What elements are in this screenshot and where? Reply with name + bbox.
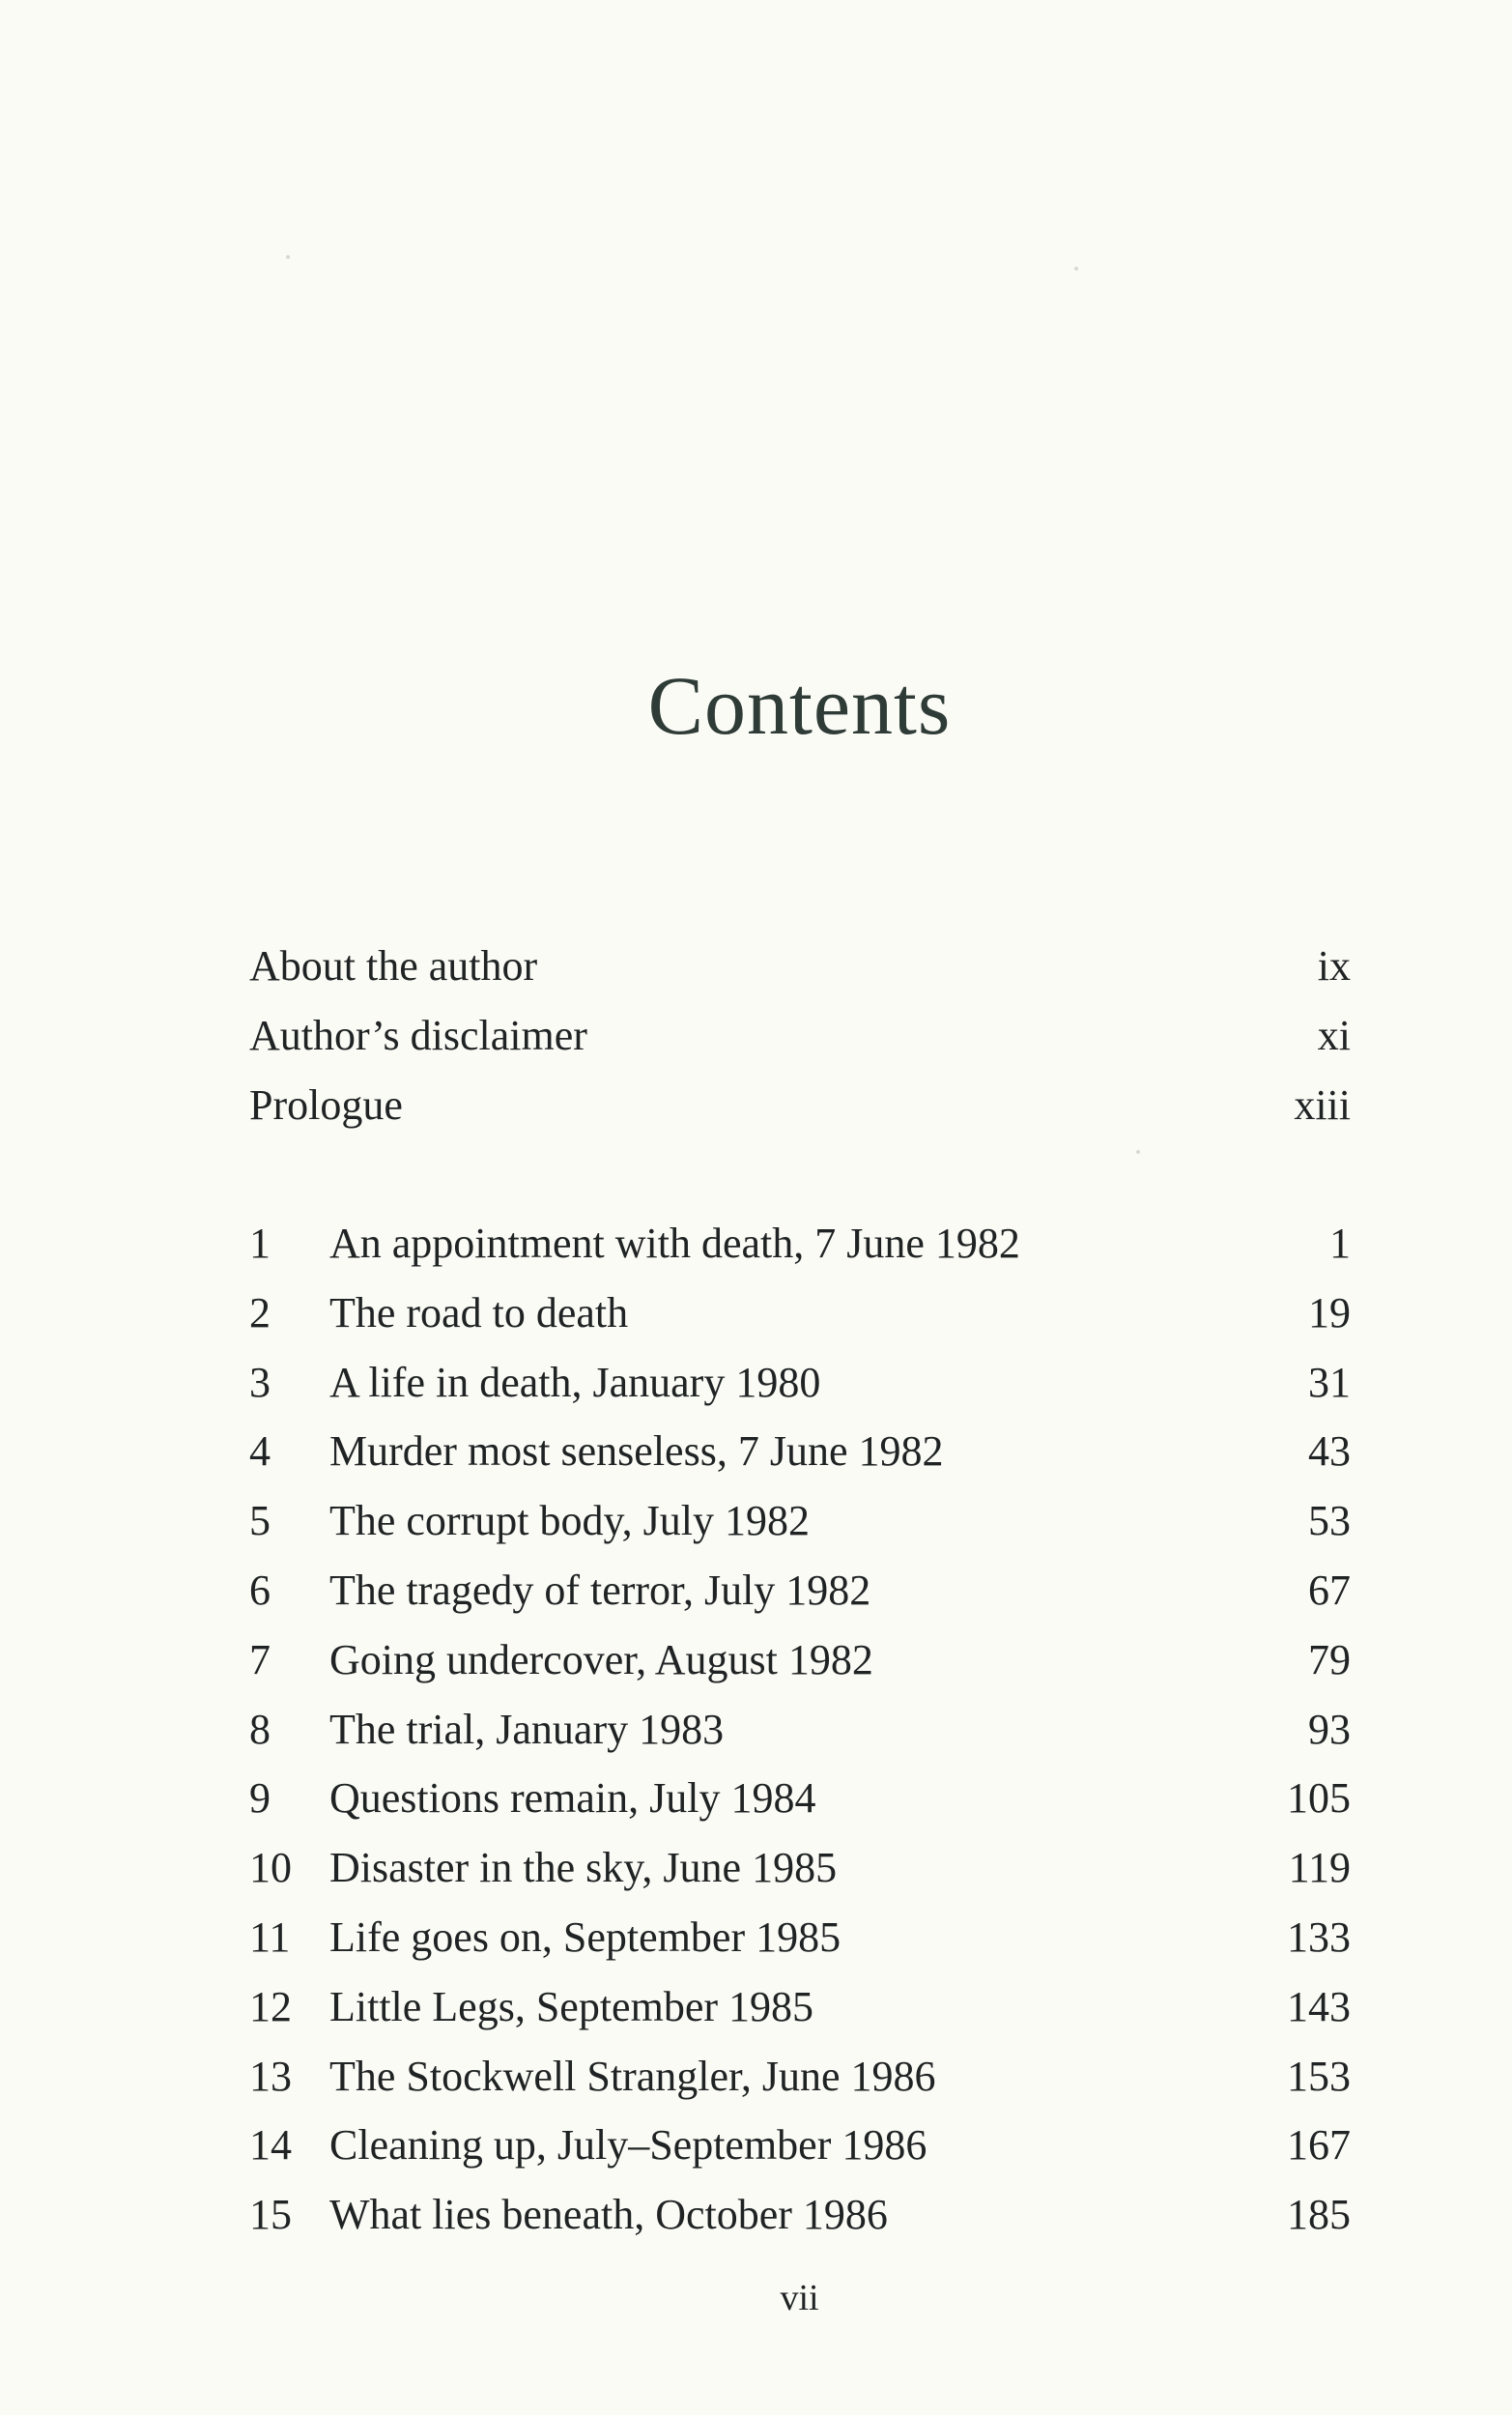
chapter-title: The Stockwell Strangler, June 1986 [329,2052,936,2100]
toc-page-number: 185 [1287,2191,1351,2239]
chapter-number: 13 [249,2052,292,2100]
toc-page-number: 31 [1308,1358,1351,1406]
chapter-entry[interactable] [249,1769,1351,1839]
chapter-entry[interactable] [249,1562,1351,1631]
chapter-number: 6 [249,1566,271,1614]
chapter-number: 12 [249,1982,292,2030]
paper-speck [1136,1150,1140,1154]
toc-page-number: ix [1317,942,1351,990]
chapter-entry[interactable] [249,2186,1351,2256]
chapter-entry[interactable] [249,1839,1351,1909]
paper-speck [286,255,290,259]
chapter-title: What lies beneath, October 1986 [329,2191,888,2239]
toc-page-number: 67 [1308,1566,1351,1614]
chapter-title: The trial, January 1983 [329,1705,725,1753]
toc-entry-label: Prologue [249,1080,403,1129]
chapter-title: Questions remain, July 1984 [329,1774,816,1823]
chapter-entry[interactable] [249,2048,1351,2117]
chapter-number: 14 [249,2121,292,2170]
chapter-title: Cleaning up, July–September 1986 [329,2121,927,2170]
chapter-list [249,1215,1351,2256]
toc-entry[interactable] [249,937,1351,1007]
chapter-number: 2 [249,1288,271,1337]
chapter-number: 1 [249,1220,271,1267]
toc-page-number: 105 [1287,1774,1351,1823]
toc-page-number: 143 [1287,1982,1351,2030]
front-matter-list [249,937,1351,1145]
chapter-title: Going undercover, August 1982 [329,1635,873,1683]
toc-entry-label: About the author [249,942,538,990]
toc-page-number: 119 [1288,1844,1351,1892]
chapter-entry[interactable] [249,1354,1351,1423]
chapter-title: Murder most senseless, 7 June 1982 [329,1427,944,1476]
chapter-number: 11 [249,1912,291,1961]
chapter-title: The tragedy of terror, July 1982 [329,1566,871,1614]
toc-page-number: 53 [1308,1497,1351,1545]
chapter-number: 5 [249,1497,271,1545]
chapter-entry[interactable] [249,1423,1351,1492]
chapter-entry[interactable] [249,1631,1351,1701]
toc-page-number: 1 [1329,1220,1351,1267]
chapter-title: The road to death [329,1288,629,1337]
chapter-number: 4 [249,1427,271,1476]
chapter-number: 15 [249,2191,292,2239]
chapter-title: The corrupt body, July 1982 [329,1497,810,1545]
toc-page-number: 93 [1308,1705,1351,1753]
chapter-title: Life goes on, September 1985 [329,1912,842,1961]
page-title: Contents [647,659,952,752]
chapter-title: Little Legs, September 1985 [329,1982,813,2030]
chapter-entry[interactable] [249,1492,1351,1562]
chapter-entry[interactable] [249,1978,1351,2048]
chapter-number: 3 [249,1358,271,1406]
paper-speck [1074,267,1078,271]
chapter-entry[interactable] [249,1284,1351,1354]
chapter-entry[interactable] [249,1909,1351,1978]
chapter-number: 7 [249,1635,271,1683]
chapter-entry[interactable] [249,1701,1351,1770]
toc-entry-label: Author’s disclaimer [249,1011,587,1059]
toc-page-number: 167 [1287,2121,1351,2170]
toc-entry[interactable] [249,1007,1351,1077]
chapter-title: Disaster in the sky, June 1985 [329,1844,838,1892]
toc-entry[interactable] [249,1077,1351,1146]
toc-page-number: 79 [1308,1635,1351,1683]
chapter-entry[interactable] [249,1215,1351,1284]
chapter-title: A life in death, January 1980 [329,1358,821,1406]
toc-page-number: 153 [1287,2052,1351,2100]
toc-page-number: 43 [1308,1427,1351,1476]
chapter-entry[interactable] [249,2116,1351,2186]
page-folio: vii [780,2278,819,2318]
toc-page-number: xi [1317,1011,1351,1059]
toc-page-number: 19 [1308,1288,1351,1337]
chapter-number: 10 [249,1844,292,1892]
chapter-title: An appointment with death, 7 June 1982 [329,1220,1020,1267]
toc-page-number: 133 [1287,1912,1351,1961]
chapter-number: 8 [249,1705,271,1753]
toc-page-number: xiii [1294,1080,1351,1129]
chapter-number: 9 [249,1774,271,1823]
